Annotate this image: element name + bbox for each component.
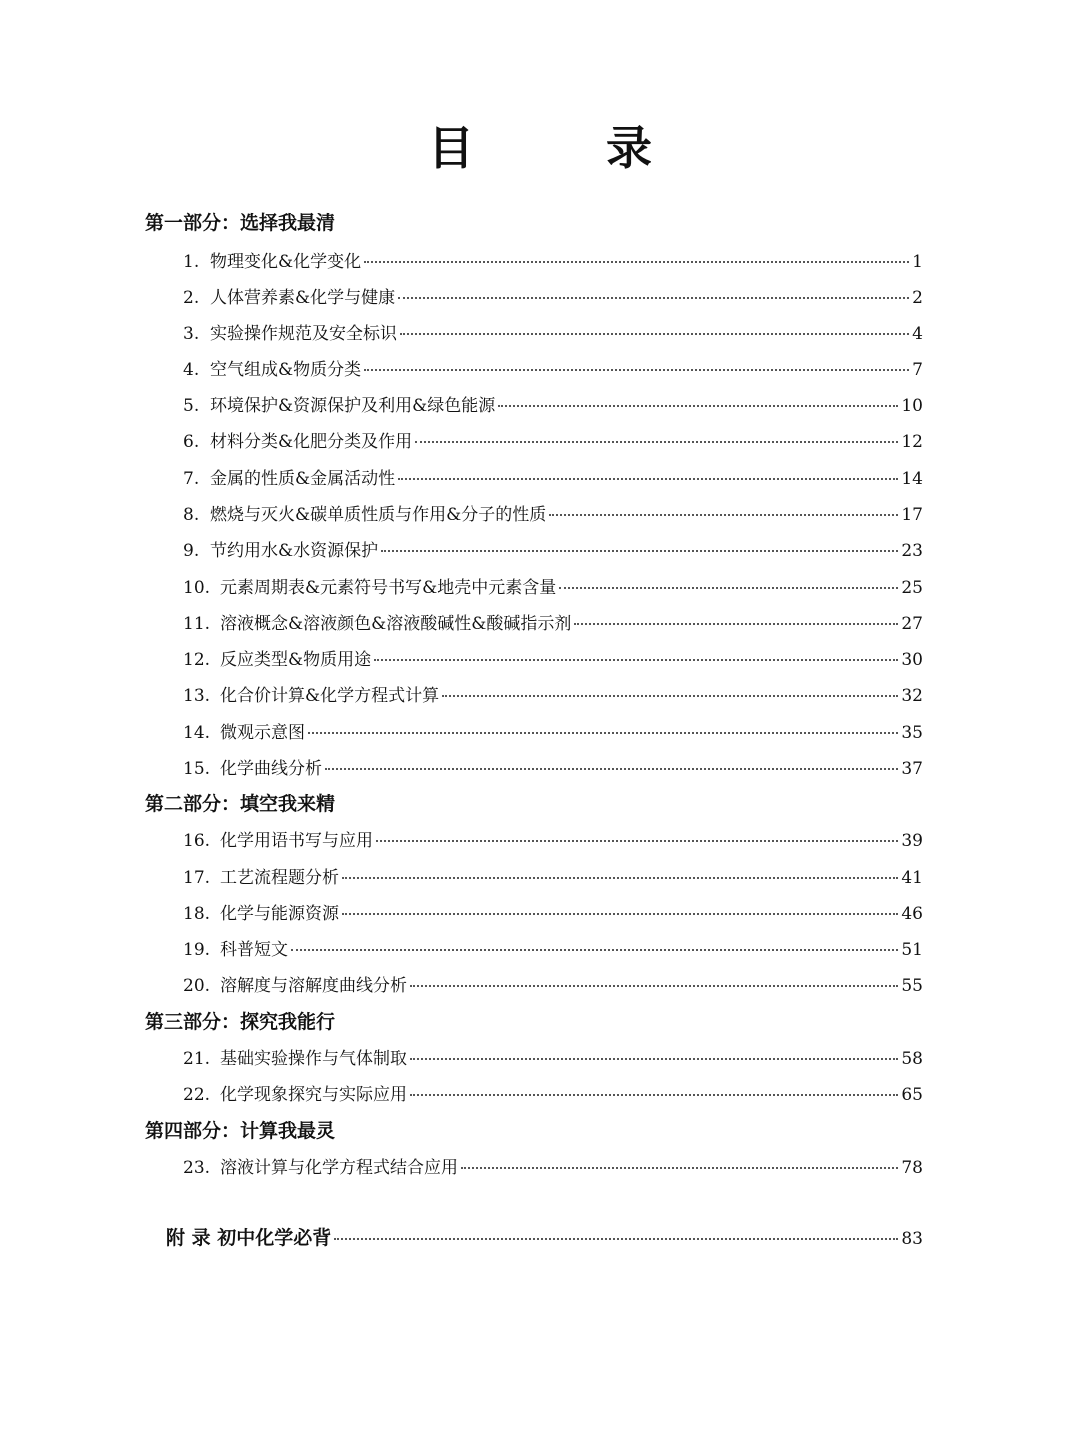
entry-page-number: 41	[901, 868, 923, 888]
entry-number: 16.	[183, 831, 211, 851]
section-heading: 第一部分：选择我最清	[145, 212, 336, 234]
appendix-page-number: 83	[901, 1229, 923, 1249]
entry-page-number: 51	[901, 940, 923, 960]
entry-page-number: 25	[901, 578, 923, 598]
toc-entry[interactable]	[183, 971, 923, 995]
dot-leader	[376, 840, 898, 842]
entry-page-number: 65	[901, 1085, 923, 1105]
toc-entry[interactable]	[183, 718, 923, 742]
dot-leader	[410, 1058, 898, 1060]
entry-page-number: 55	[901, 976, 923, 996]
entry-title: 实验操作规范及安全标识	[210, 324, 397, 344]
entry-number: 17.	[183, 868, 211, 888]
toc-entry[interactable]	[183, 935, 923, 959]
dot-leader	[334, 1238, 898, 1240]
toc-entry[interactable]	[183, 645, 923, 669]
entry-number: 9.	[183, 541, 200, 561]
dot-leader	[308, 732, 898, 734]
dot-leader	[461, 1167, 898, 1169]
entry-number: 10.	[183, 578, 211, 598]
entry-number: 15.	[183, 759, 211, 779]
entry-title: 化合价计算&化学方程式计算	[220, 686, 440, 706]
toc-entry[interactable]	[183, 863, 923, 887]
entry-title: 燃烧与灭火&碳单质性质与作用&分子的性质	[210, 505, 547, 525]
entry-title: 化学现象探究与实际应用	[220, 1085, 407, 1105]
entry-page-number: 7	[912, 360, 923, 380]
entry-title: 工艺流程题分析	[220, 868, 339, 888]
entry-number: 4.	[183, 360, 200, 380]
entry-page-number: 39	[901, 831, 923, 851]
entry-number: 20.	[183, 976, 211, 996]
dot-leader	[410, 985, 898, 987]
toc-entry[interactable]	[183, 283, 923, 307]
entry-number: 8.	[183, 505, 200, 525]
entry-number: 2.	[183, 288, 200, 308]
dot-leader	[364, 261, 909, 263]
toc-entry[interactable]	[183, 355, 923, 379]
entry-number: 21.	[183, 1049, 211, 1069]
section-heading: 第二部分：填空我来精	[145, 793, 336, 815]
dot-leader	[415, 441, 898, 443]
toc-entry[interactable]	[183, 1153, 923, 1177]
entry-page-number: 46	[901, 904, 923, 924]
entry-number: 23.	[183, 1158, 211, 1178]
entry-page-number: 35	[901, 723, 923, 743]
dot-leader	[381, 550, 898, 552]
toc-entry[interactable]	[183, 247, 923, 271]
dot-leader	[410, 1094, 898, 1096]
toc-entry[interactable]	[183, 319, 923, 343]
entry-number: 12.	[183, 650, 211, 670]
entry-page-number: 37	[901, 759, 923, 779]
dot-leader	[398, 297, 909, 299]
appendix-entry[interactable]	[166, 1223, 923, 1249]
section-heading: 第三部分：探究我能行	[145, 1011, 336, 1033]
toc-entry[interactable]	[183, 609, 923, 633]
entry-page-number: 27	[901, 614, 923, 634]
entry-number: 13.	[183, 686, 211, 706]
toc-entry[interactable]	[183, 391, 923, 415]
entry-number: 1.	[183, 252, 200, 272]
entry-page-number: 23	[901, 541, 923, 561]
entry-page-number: 4	[912, 324, 923, 344]
entry-number: 22.	[183, 1085, 211, 1105]
entry-title: 节约用水&水资源保护	[210, 541, 379, 561]
entry-page-number: 78	[901, 1158, 923, 1178]
dot-leader	[291, 949, 898, 951]
section-heading: 第四部分：计算我最灵	[145, 1120, 336, 1142]
entry-title: 材料分类&化肥分类及作用	[210, 432, 413, 452]
appendix-title: 附 录 初中化学必背	[166, 1227, 332, 1249]
toc-entry[interactable]	[183, 536, 923, 560]
entry-title: 科普短文	[220, 940, 288, 960]
entry-title: 化学用语书写与应用	[220, 831, 373, 851]
entry-number: 3.	[183, 324, 200, 344]
entry-title: 物理变化&化学变化	[210, 252, 362, 272]
entry-page-number: 17	[901, 505, 923, 525]
dot-leader	[364, 369, 909, 371]
entry-title: 化学与能源资源	[220, 904, 339, 924]
toc-entry[interactable]	[183, 826, 923, 850]
entry-page-number: 14	[901, 469, 923, 489]
entry-number: 19.	[183, 940, 211, 960]
entry-title: 溶解度与溶解度曲线分析	[220, 976, 407, 996]
entry-number: 11.	[183, 614, 211, 634]
entry-title: 微观示意图	[220, 723, 305, 743]
entry-title: 空气组成&物质分类	[210, 360, 362, 380]
entry-title: 元素周期表&元素符号书写&地壳中元素含量	[220, 578, 557, 598]
entry-page-number: 10	[901, 396, 923, 416]
dot-leader	[549, 514, 898, 516]
dot-leader	[342, 913, 898, 915]
dot-leader	[559, 587, 898, 589]
dot-leader	[325, 768, 898, 770]
dot-leader	[400, 333, 909, 335]
toc-entry[interactable]	[183, 1080, 923, 1104]
entry-page-number: 2	[912, 288, 923, 308]
dot-leader	[442, 695, 898, 697]
entry-number: 6.	[183, 432, 200, 452]
dot-leader	[342, 877, 898, 879]
entry-title: 环境保护&资源保护及利用&绿色能源	[210, 396, 496, 416]
toc-entry[interactable]	[183, 464, 923, 488]
dot-leader	[398, 478, 898, 480]
entry-number: 5.	[183, 396, 200, 416]
entry-title: 金属的性质&金属活动性	[210, 469, 396, 489]
entry-page-number: 58	[901, 1049, 923, 1069]
entry-title: 人体营养素&化学与健康	[210, 288, 396, 308]
entry-title: 反应类型&物质用途	[220, 650, 372, 670]
toc-entry[interactable]	[183, 754, 923, 778]
dot-leader	[574, 623, 898, 625]
entry-number: 14.	[183, 723, 211, 743]
toc-entry[interactable]	[183, 899, 923, 923]
entry-title: 溶液概念&溶液颜色&溶液酸碱性&酸碱指示剂	[220, 614, 572, 634]
entry-title: 化学曲线分析	[220, 759, 322, 779]
toc-entry[interactable]	[183, 573, 923, 597]
toc-entry[interactable]	[183, 427, 923, 451]
entry-page-number: 1	[912, 252, 923, 272]
entry-number: 18.	[183, 904, 211, 924]
dot-leader	[374, 659, 898, 661]
entry-title: 基础实验操作与气体制取	[220, 1049, 407, 1069]
page-title: 目 录	[427, 121, 710, 175]
entry-number: 7.	[183, 469, 200, 489]
entry-page-number: 30	[901, 650, 923, 670]
toc-entry[interactable]	[183, 681, 923, 705]
entry-page-number: 32	[901, 686, 923, 706]
entry-title: 溶液计算与化学方程式结合应用	[220, 1158, 458, 1178]
dot-leader	[498, 405, 898, 407]
toc-entry[interactable]	[183, 500, 923, 524]
toc-entry[interactable]	[183, 1044, 923, 1068]
entry-page-number: 12	[901, 432, 923, 452]
